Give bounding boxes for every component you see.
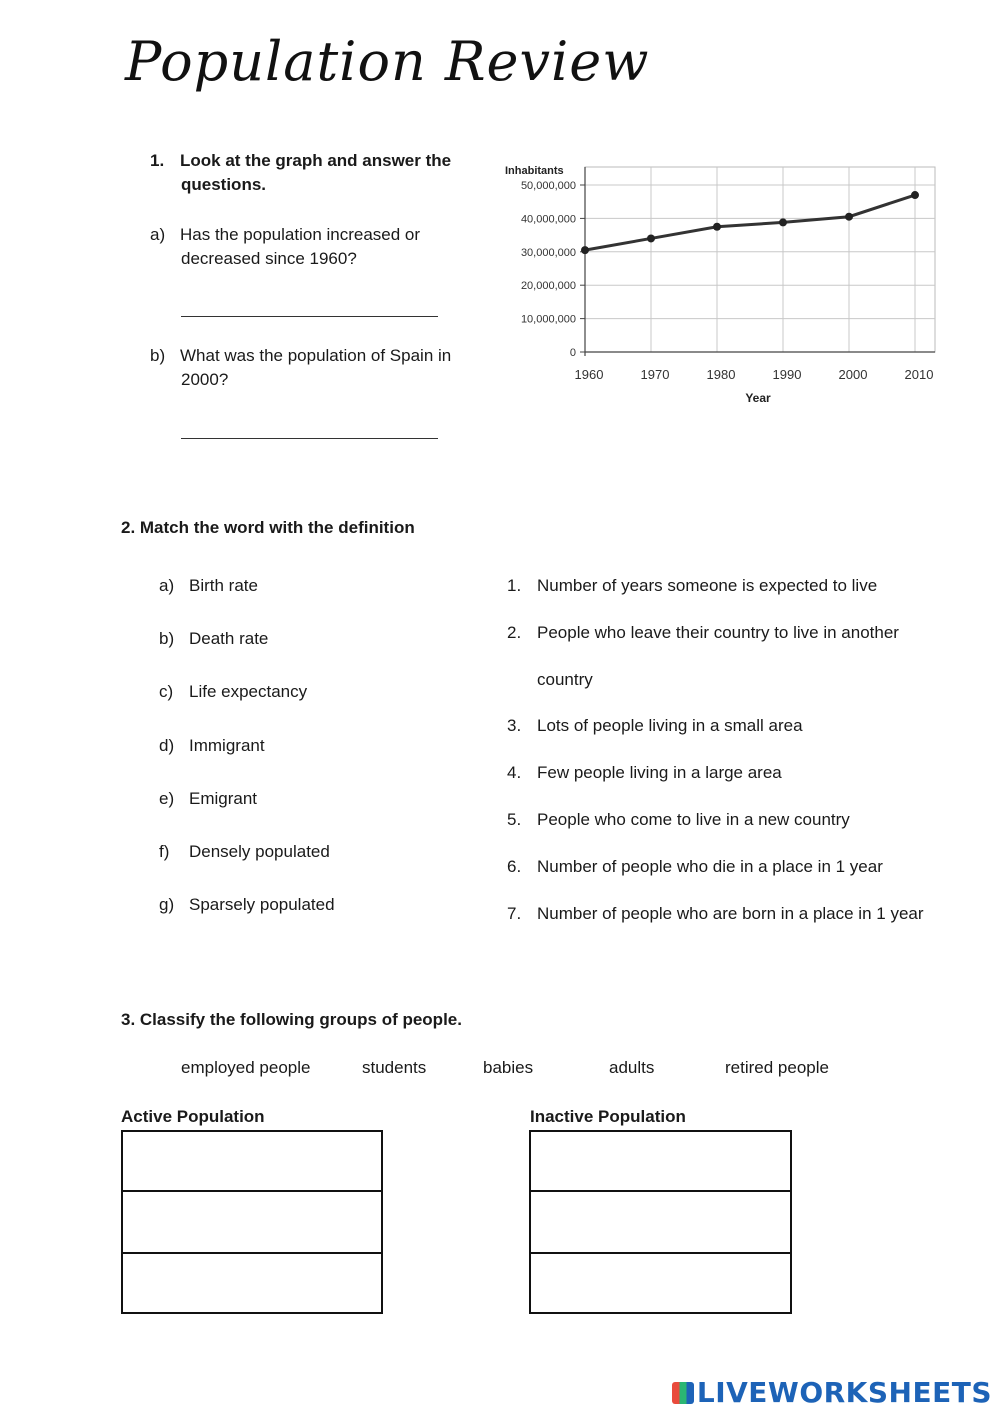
match-definition-text: People who come to live in a new country [537,810,850,829]
group-word[interactable]: employed people [181,1058,311,1077]
match-word-label: a) [159,576,175,595]
match-definition-item [507,623,899,643]
match-definition-text: Number of years someone is expected to live [537,576,878,595]
chart-x-axis-label: Year [745,391,771,405]
q1-b-answer-line[interactable] [181,438,438,439]
match-definition-item [507,810,850,830]
inactive-answer-box-2[interactable] [529,1190,792,1254]
match-definition-item [507,763,782,783]
q1-b-label: b) [150,346,166,365]
match-definition-item [507,904,924,924]
chart-grid [580,167,935,356]
match-definition-label: 6. [507,856,522,876]
active-answer-box-1[interactable] [121,1130,383,1192]
chart-x-ticks [575,367,934,382]
chart-y-tick-label: 0 [569,347,576,359]
match-definition-label: 5. [507,810,522,829]
match-word-label: g) [159,895,175,915]
chart-x-tick-label: 1970 [640,367,670,382]
match-definition-text: Lots of people living in a small area [537,716,803,736]
match-definition-item [507,716,803,736]
chart-data-point [581,246,589,254]
chart-series [581,191,919,254]
liveworksheets-logo[interactable] [672,1376,992,1409]
chart-y-axis-label: Inhabitants [505,165,564,177]
q2-heading: 2. Match the word with the definition [121,518,415,537]
match-definition-label: 2. [507,622,522,642]
chart-data-point [779,218,787,226]
match-definition-label: 7. [507,903,522,923]
match-word-label: d) [159,735,175,755]
chart-x-tick-label: 2010 [904,367,934,382]
match-definition-item [507,670,593,690]
q1-a-line2: decreased since 1960? [181,249,357,268]
inactive-population-label: Inactive Population [530,1107,686,1126]
group-word[interactable]: students [362,1058,427,1077]
group-word[interactable]: adults [609,1058,655,1077]
match-word-text: Birth rate [189,576,258,595]
match-word-label: c) [159,682,174,702]
chart-plot-frame [585,167,935,352]
match-word-text: Life expectancy [189,682,308,702]
chart-data-point [647,234,655,242]
q1-b-question [150,346,451,366]
match-word-text: Sparsely populated [189,895,335,915]
match-definition-item [507,576,877,596]
population-chart [495,155,945,415]
match-definition-text: People who leave their country to live in another [537,622,899,642]
match-definition-text: Number of people who are born in a place in 1 year [537,903,924,923]
group-word[interactable]: babies [483,1058,534,1077]
chart-y-ticks [521,180,576,359]
match-word-label: b) [159,629,175,649]
match-word-label: e) [159,788,175,808]
q1-heading-line1: Look at the graph and answer the [180,151,452,170]
group-word[interactable]: retired people [725,1058,829,1077]
inactive-answer-box-1[interactable] [529,1130,792,1192]
match-word-item [159,789,257,809]
q3-heading: 3. Classify the following groups of people. [121,1010,462,1029]
match-word-text: Death rate [189,629,269,649]
chart-series-line [585,195,915,250]
chart-data-point [713,223,721,231]
match-word-text: Immigrant [189,735,265,755]
chart-data-point [845,213,853,221]
page-title: Population Review [125,30,650,93]
match-word-item [159,895,335,915]
match-definition-item [507,857,883,877]
q1-b-line1: What was the population of Spain in [180,346,452,365]
logo-text: LIVEWORKSHEETS [696,1376,992,1409]
q1-a-line1: Has the population increased or [180,225,421,244]
match-word-label: f) [159,842,170,861]
match-word-item [159,842,330,862]
active-answer-box-2[interactable] [121,1190,383,1254]
q1-number: 1. [150,151,165,170]
q1-b-line2: 2000? [181,370,229,389]
chart-y-tick-label: 10,000,000 [520,313,576,326]
chart-y-tick-label: 50,000,000 [520,180,576,192]
chart-x-tick-label: 1990 [772,367,802,382]
chart-x-tick-label: 1980 [706,367,736,382]
match-definition-text: Number of people who die in a place in 1 year [537,856,883,876]
active-population-label: Active Population [121,1107,265,1126]
match-definition-text: country [537,669,593,689]
chart-y-tick-label: 20,000,000 [520,280,576,293]
match-word-item [159,682,307,702]
match-definition-label: 3. [507,716,522,736]
q1-heading-line2: questions. [181,175,267,194]
q1-a-question [150,225,420,245]
inactive-answer-box-3[interactable] [529,1252,792,1314]
match-word-item [159,576,258,596]
chart-x-tick-label: 1960 [574,367,604,382]
match-definition-label: 1. [507,576,522,595]
match-definition-label: 4. [507,763,522,783]
chart-x-tick-label: 2000 [838,367,868,382]
q1-a-label: a) [150,225,166,244]
chart-y-tick-label: 30,000,000 [520,246,576,259]
match-word-text: Densely populated [189,842,330,861]
match-definition-text: Few people living in a large area [537,763,782,783]
match-word-item [159,629,268,649]
active-answer-box-3[interactable] [121,1252,383,1314]
chart-y-tick-label: 40,000,000 [520,213,576,226]
match-word-item [159,736,265,756]
chart-data-point [911,191,919,199]
logo-icon [672,1382,694,1404]
q1-a-answer-line[interactable] [181,316,438,317]
match-word-text: Emigrant [189,788,258,808]
q1-heading [150,151,451,171]
